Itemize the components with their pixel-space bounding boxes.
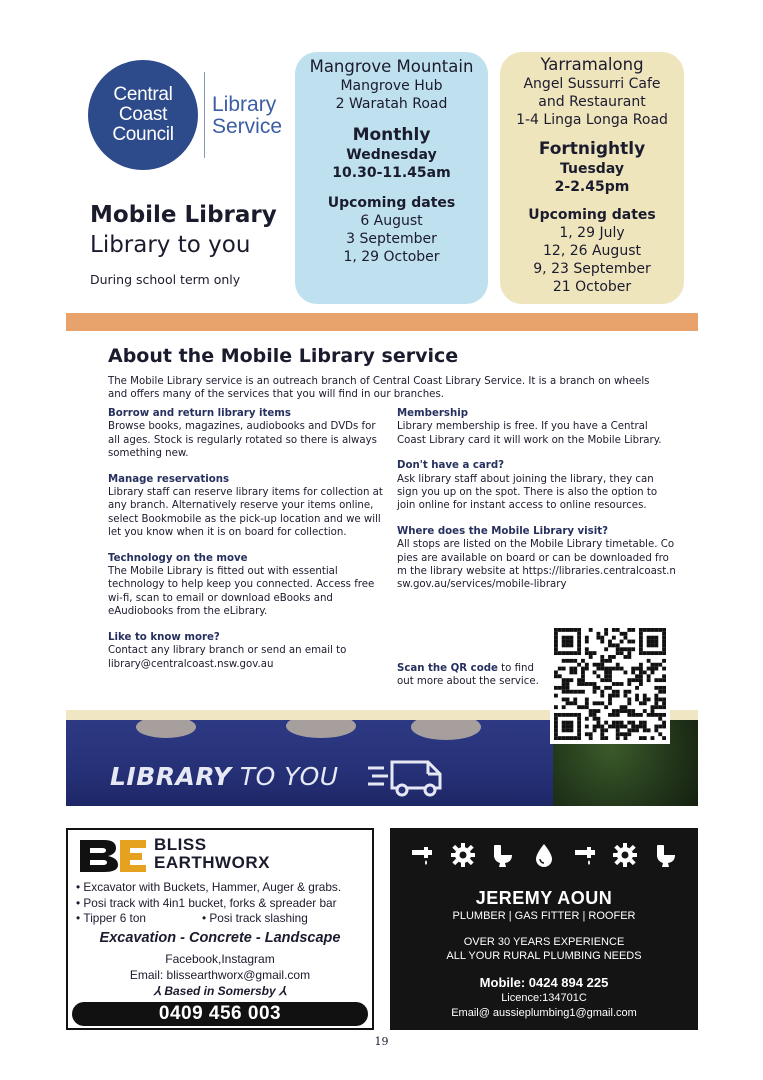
date-item: 1, 29 October <box>343 249 440 265</box>
info-text: The Mobile Library is fitted out with essential technology to help keep you connected. Access free wi-fi, scan to email or download eBooks and eAudiobooks from the eLibrary. <box>108 566 375 618</box>
list-item: • Posi track with 4in1 bucket, forks & spreader bar <box>76 895 337 910</box>
location-venue: and Restaurant <box>538 94 646 110</box>
location-card-yarramalong <box>500 52 684 304</box>
info-text: Ask library staff about joining the library, they can sign you up on the spot. There is also the option to join online for instant access to online resources. <box>397 473 658 512</box>
info-text: All stops are listed on the Mobile Library timetable. Copies are available on board or can be downloaded from the library website at https://libraries.centralcoast.nsw.gov.au/services/mobile-library <box>397 539 676 591</box>
location-place: Mangrove Mountain <box>309 57 474 76</box>
ad-plumber <box>390 828 698 1030</box>
section-divider-bar <box>66 313 698 331</box>
tap-icon <box>572 842 598 868</box>
list-item-text: Tipper 6 ton <box>83 911 146 925</box>
date-item: 21 October <box>552 279 632 295</box>
info-text: Library membership is free. If you have a Central Coast Library card it will work on the Mobile Library. <box>397 421 662 446</box>
qr-caption-rest: to find out more about the service. <box>397 663 539 688</box>
location-venue: Angel Sussurri Cafe <box>523 76 661 92</box>
qr-code-graphic <box>554 628 666 740</box>
location-time: 2-2.45pm <box>554 179 630 195</box>
bliss-name <box>154 836 270 872</box>
qr-code[interactable] <box>550 624 670 744</box>
service-line-1: Library <box>212 93 277 116</box>
about-intro: The Mobile Library service is an outreach branch of Central Coast Library Service. It is a branch on wheels and offers many of the services that you will find in our branches. <box>108 376 650 400</box>
bliss-name-line-2: EARTHWORX <box>154 853 270 872</box>
location-place: Yarramalong <box>540 55 644 74</box>
location-day: Tuesday <box>560 161 624 177</box>
logo-divider <box>204 72 205 158</box>
list-item-text: Posi track with 4in1 bucket, forks & spreader bar <box>83 895 337 910</box>
info-block <box>397 407 677 447</box>
info-heading: Like to know more? <box>108 631 220 643</box>
date-item: 12, 26 August <box>543 243 641 259</box>
plumber-needs: ALL YOUR RURAL PLUMBING NEEDS <box>446 950 642 962</box>
date-item: 6 August <box>360 213 423 229</box>
about-heading: About the Mobile Library service <box>108 345 459 367</box>
info-heading: Where does the Mobile Library visit? <box>397 525 608 537</box>
info-block <box>397 525 677 592</box>
list-item-text: Excavator with Buckets, Hammer, Auger & grabs. <box>83 880 342 894</box>
term-note: During school term only <box>90 272 241 287</box>
info-block <box>108 552 388 619</box>
droplet-icon <box>531 842 557 868</box>
info-block <box>108 473 388 540</box>
dates-heading: Upcoming dates <box>327 195 456 211</box>
gear-icon <box>450 842 476 868</box>
list-item: • Excavator with Buckets, Hammer, Auger & grabs. <box>76 880 342 894</box>
about-right-column <box>397 407 677 604</box>
info-block <box>108 631 388 671</box>
dates-heading: Upcoming dates <box>528 207 656 223</box>
location-time: 10.30-11.45am <box>332 165 451 181</box>
qr-caption-bold: Scan the QR code <box>397 663 498 674</box>
ad-bliss-earthworx <box>66 828 374 1030</box>
bliss-email[interactable]: Email: blissearthworx@gmail.com <box>129 968 311 982</box>
toilet-icon <box>653 842 679 868</box>
about-left-column <box>108 407 388 683</box>
location-day: Wednesday <box>346 147 437 163</box>
service-line-2: Service <box>212 115 283 138</box>
list-item-text: Posi track slashing <box>209 911 308 925</box>
date-item: 9, 23 September <box>533 261 651 277</box>
info-heading: Membership <box>397 408 468 419</box>
bliss-location-text: Based in Somersby <box>164 984 276 998</box>
toilet-icon <box>490 842 516 868</box>
location-card-mangrove <box>295 52 488 304</box>
bliss-services-list <box>76 880 372 927</box>
plumber-licence: Licence:134701C <box>501 992 587 1004</box>
bliss-logo-icon <box>76 836 150 876</box>
gear-icon <box>612 842 638 868</box>
banner-text-bold: LIBRARY <box>110 762 232 791</box>
bliss-location: ⅄ Based in Somersby ⅄ <box>153 984 287 998</box>
tap-icon <box>409 842 435 868</box>
list-item: • Tipper 6 ton • Posi track slashing <box>76 911 308 925</box>
info-heading: Technology on the move <box>108 552 248 564</box>
info-text: Library staff can reserve library items for collection at any branch. Alternatively reserve your items online, select Bookmobile as the pick-up location and we will let you know when it is on board for collection. <box>108 487 383 539</box>
page-subtitle: Library to you <box>90 232 251 258</box>
bliss-tagline: Excavation - Concrete - Landscape <box>99 930 341 946</box>
logo-line-3: Council <box>112 124 174 145</box>
banner-text <box>110 762 339 791</box>
qr-caption <box>397 662 547 689</box>
logo-line-1: Central <box>113 84 173 105</box>
date-item: 1, 29 July <box>559 225 625 241</box>
info-heading: Borrow and return library items <box>108 408 291 419</box>
banner-text-rest: TO YOU <box>231 762 339 791</box>
date-item: 3 September <box>346 231 437 247</box>
plumber-roles: PLUMBER | GAS FITTER | ROOFER <box>452 910 636 922</box>
location-address: 1-4 Linga Longa Road <box>516 112 668 128</box>
info-heading: Manage reservations <box>108 473 230 485</box>
info-text: Contact any library branch or send an email to library@centralcoast.nsw.gov.au <box>108 645 347 670</box>
plumber-mobile[interactable]: Mobile: 0424 894 225 <box>479 975 609 990</box>
library-service-label <box>212 94 282 138</box>
location-frequency: Fortnightly <box>538 139 646 159</box>
page-number: 19 <box>374 1035 389 1048</box>
council-logo <box>88 60 198 170</box>
bliss-phone[interactable]: 0409 456 003 <box>72 1002 368 1026</box>
location-frequency: Monthly <box>352 125 431 145</box>
logo-line-2: Coast <box>118 104 168 125</box>
plumber-email[interactable]: Email@ aussieplumbing1@gmail.com <box>451 1007 637 1019</box>
page-title: Mobile Library <box>90 202 277 228</box>
plumber-experience: OVER 30 YEARS EXPERIENCE <box>463 936 625 948</box>
info-block <box>397 459 677 513</box>
location-address: 2 Waratah Road <box>335 96 448 112</box>
info-text: Browse books, magazines, audiobooks and DVDs for all ages. Stock is regularly rotated so there is always something new. <box>108 421 377 460</box>
plumbing-icons-row <box>390 842 698 868</box>
bliss-name-line-1: BLISS <box>154 835 207 854</box>
plumber-name: JEREMY AOUN <box>475 888 613 908</box>
info-block <box>108 407 388 461</box>
van-icon <box>366 754 456 798</box>
location-venue: Mangrove Hub <box>340 78 443 94</box>
bliss-social: Facebook,Instagram <box>165 952 275 966</box>
info-heading: Don't have a card? <box>397 460 505 472</box>
